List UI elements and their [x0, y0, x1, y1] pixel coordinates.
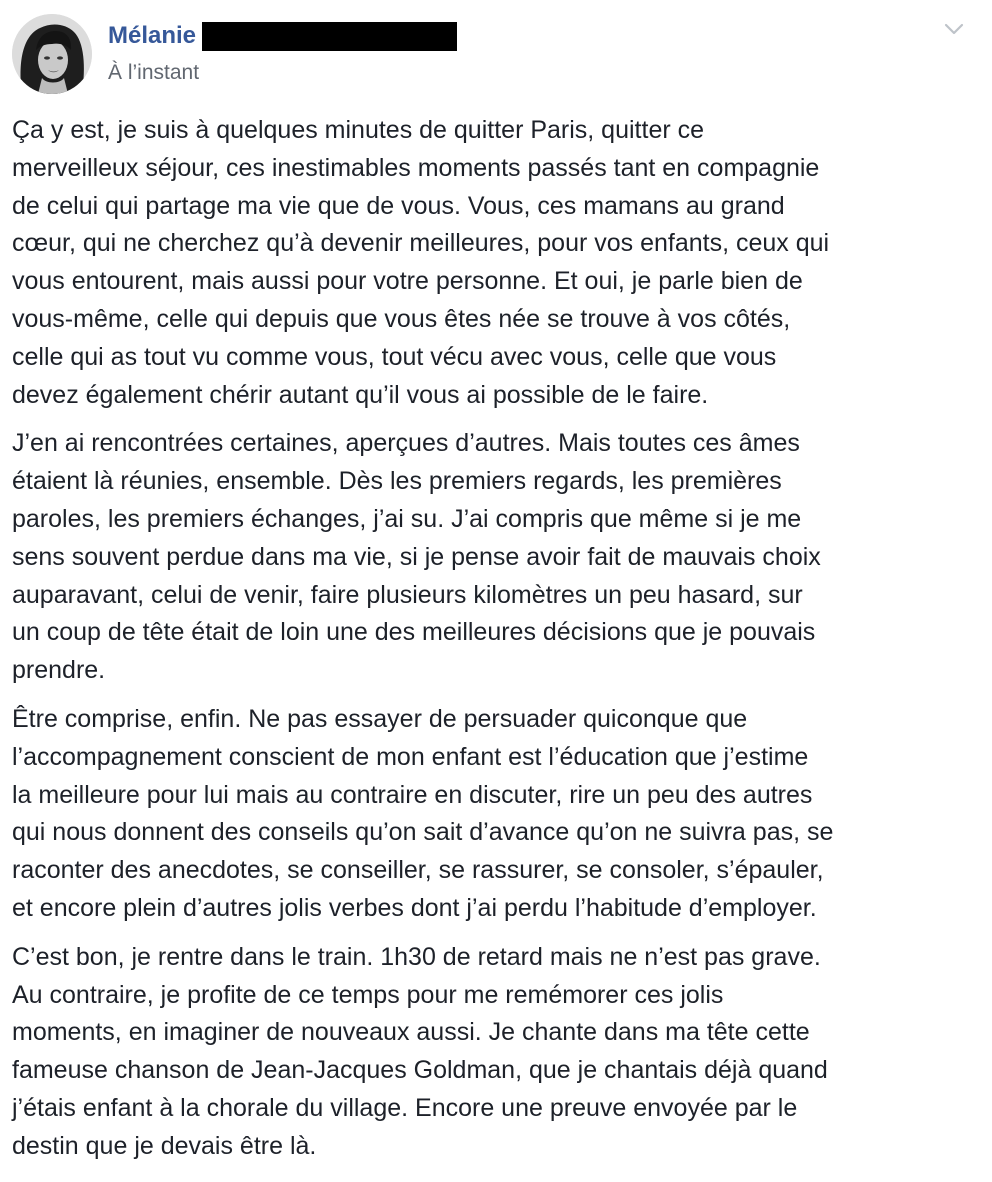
post-paragraph: Ça y est, je suis à quelques minutes de quitter Paris, quitter ce merveilleux séjour, ces inestimables moments passés tant en compagnie de celui qui partage ma vie que de vous. Vous, ces mamans au grand cœur, qui ne cherchez qu’à devenir meilleures, pour vos enfants, ceux qui vous entourent, mais aussi pour votre personne. Et oui, je parle bien de vous-même, celle qui depuis que vous êtes née se trouve à vos côtés, celle qui as tout vu comme vous, tout vécu avec vous, celle que vous devez également chérir autant qu’il vous ai possible de le faire.	[12, 116, 830, 409]
avatar[interactable]	[12, 14, 92, 94]
author-line	[108, 19, 457, 53]
post-paragraph: C’est bon, je rentre dans le train. 1h30 de retard mais ne n’est pas grave. Au contraire, je profite de ce temps pour me remémorer ces jolis moments, en imaginer de nouveaux aussi. Je chante dans ma tête cette fameuse chanson de Jean-Jacques Goldman, que je chantais déjà quand j’étais enfant à la chorale du village. Encore une preuve envoyée par le destin que je devais être là.	[12, 942, 828, 1160]
profile-photo-icon	[12, 14, 92, 94]
post-timestamp[interactable]: À l’instant	[108, 61, 200, 84]
post-header	[12, 13, 972, 95]
author-name-link[interactable]: Mélanie	[108, 22, 197, 49]
chevron-down-icon	[942, 17, 966, 41]
post-paragraph: J’en ai rencontrées certaines, aperçues d’autres. Mais toutes ces âmes étaient là réunies, ensemble. Dès les premiers regards, les premières paroles, les premiers échanges, j’ai su. J’ai compris que même si je me sens souvent perdue dans ma vie, si je pense avoir fait de mauvais choix auparavant, celui de venir, faire plusieurs kilomètres un peu hasard, sur un coup de tête était de loin une des meilleures décisions que je pouvais prendre.	[12, 429, 821, 685]
post-options-button[interactable]	[942, 17, 966, 41]
post-body	[12, 112, 982, 1177]
redacted-surname	[202, 22, 457, 51]
post-paragraph: Être comprise, enfin. Ne pas essayer de persuader quiconque que l’accompagnement conscient de mon enfant est l’éducation que j’estime la meilleure pour lui mais au contraire en discuter, rire un peu des autres qui nous donnent des conseils qu’on sait d’avance qu’on ne suivra pas, se raconter des anecdotes, se conseiller, se rassurer, se consoler, s’épauler, et encore plein d’autres jolis verbes dont j’ai perdu l’habitude d’employer.	[12, 704, 834, 922]
